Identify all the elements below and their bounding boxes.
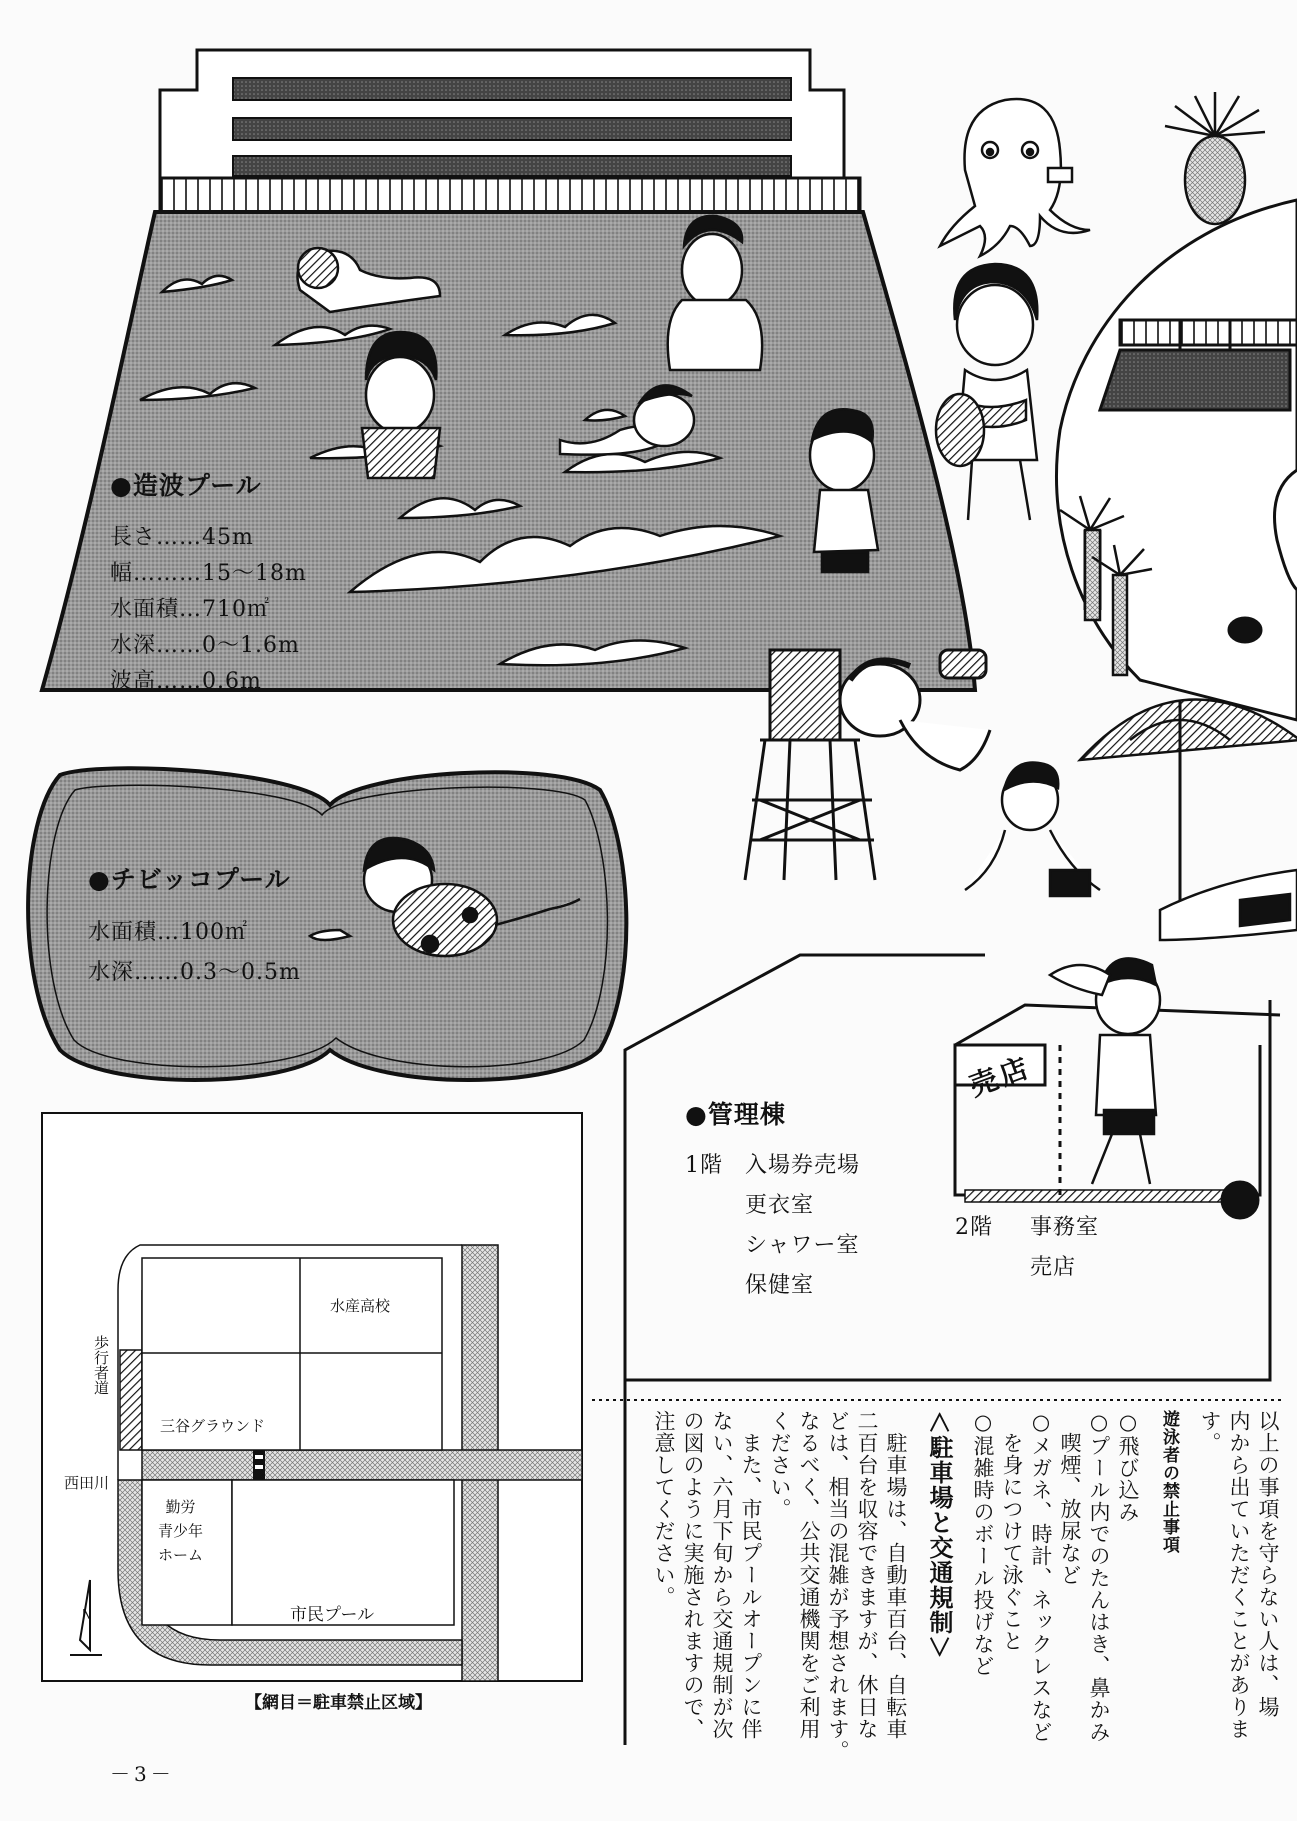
floor2-room-office: 事務室 [1030,1215,1100,1240]
notice-intro: 以上の事項を守らない人は、場 内から出ていただくことがありま す。 [1198,1410,1280,1740]
sunbathers [965,762,1297,940]
dome-building [1057,200,1297,720]
pool-building-drawing [160,50,860,212]
page-number: －3－ [110,1762,175,1786]
prohibited-title: 遊泳者の禁止事項 [1159,1410,1179,1554]
map-label-ground: 三谷グラウンド [160,1417,266,1435]
floor1-room-changing: 更衣室 [745,1193,815,1218]
floor1-room-shower: シャワー室 [745,1233,860,1258]
floor2-rooms [1030,1210,1099,1290]
wave-pool-width: 幅………15～18m [110,561,307,586]
pineapple-palm-icon [1165,92,1265,224]
wave-pool-title: ●造波プール [110,471,262,500]
map-label-sidewalk: 歩行者道 [92,1335,110,1395]
kids-pool-specs [88,915,301,995]
octopus-mascot [940,99,1090,256]
prohibited-items: ○飛び込み ○プール内でのたんはき、鼻かみ 喫煙、放尿など ○メガネ、時計、ネックレスなど を身につけて泳ぐこと ○混雑時のボール投げなど [971,1410,1140,1743]
map-caption: 【網目＝駐車禁止区域】 [245,1693,432,1713]
map-label-north: N [82,1608,92,1623]
parking-text: 駐車場は、自動車百台、自転車 二百台を収容できますが、休日な どは、相当の混雑が予想されます。 なるべく、公共交通機関をご利用 ください。 また、市民プールオープンに伴 ない、六月下旬から交通規制が次 の図のように実施されますので、 注意してください。 [652,1410,908,1762]
wave-pool-wave-height: 波高……0.6m [110,669,262,694]
kids-pool-title: ●チビッコプール [88,865,291,894]
girl-with-float [936,264,1037,520]
map-label-school: 水産高校 [330,1297,391,1315]
map-label-city-pool: 市民プール [290,1605,375,1625]
floor1-room-ticket: 入場券売場 [745,1153,861,1178]
kids-pool-depth: 水深……0.3～0.5m [88,960,301,985]
notice-block [592,1410,1282,1770]
traffic-map [42,1113,582,1681]
drinking-boy [1050,958,1160,1184]
floor1-room-infirmary: 保健室 [745,1273,815,1298]
floor1-label: 1階 [685,1153,723,1178]
floor1-rooms [745,1148,860,1308]
management-title: ●管理棟 [685,1100,786,1129]
wave-pool-length: 長さ……45m [110,525,254,550]
kids-pool-area: 水面積…100㎡ [88,920,248,945]
map-label-river: 西田川 [64,1474,110,1492]
floor2-room-shop: 売店 [1030,1255,1077,1280]
kiosk-sign: 売店 [964,1049,1037,1103]
map-label-youth-home: 勤労 青少年 ホーム [158,1498,204,1564]
wave-pool-specs [110,520,307,700]
floor2-label: 2階 [955,1215,993,1240]
parking-title: ＜駐車場と交通規制＞ [925,1410,953,1660]
wave-pool-depth: 水深……0～1.6m [110,633,300,658]
wave-pool-area: 水面積…710㎡ [110,597,270,622]
